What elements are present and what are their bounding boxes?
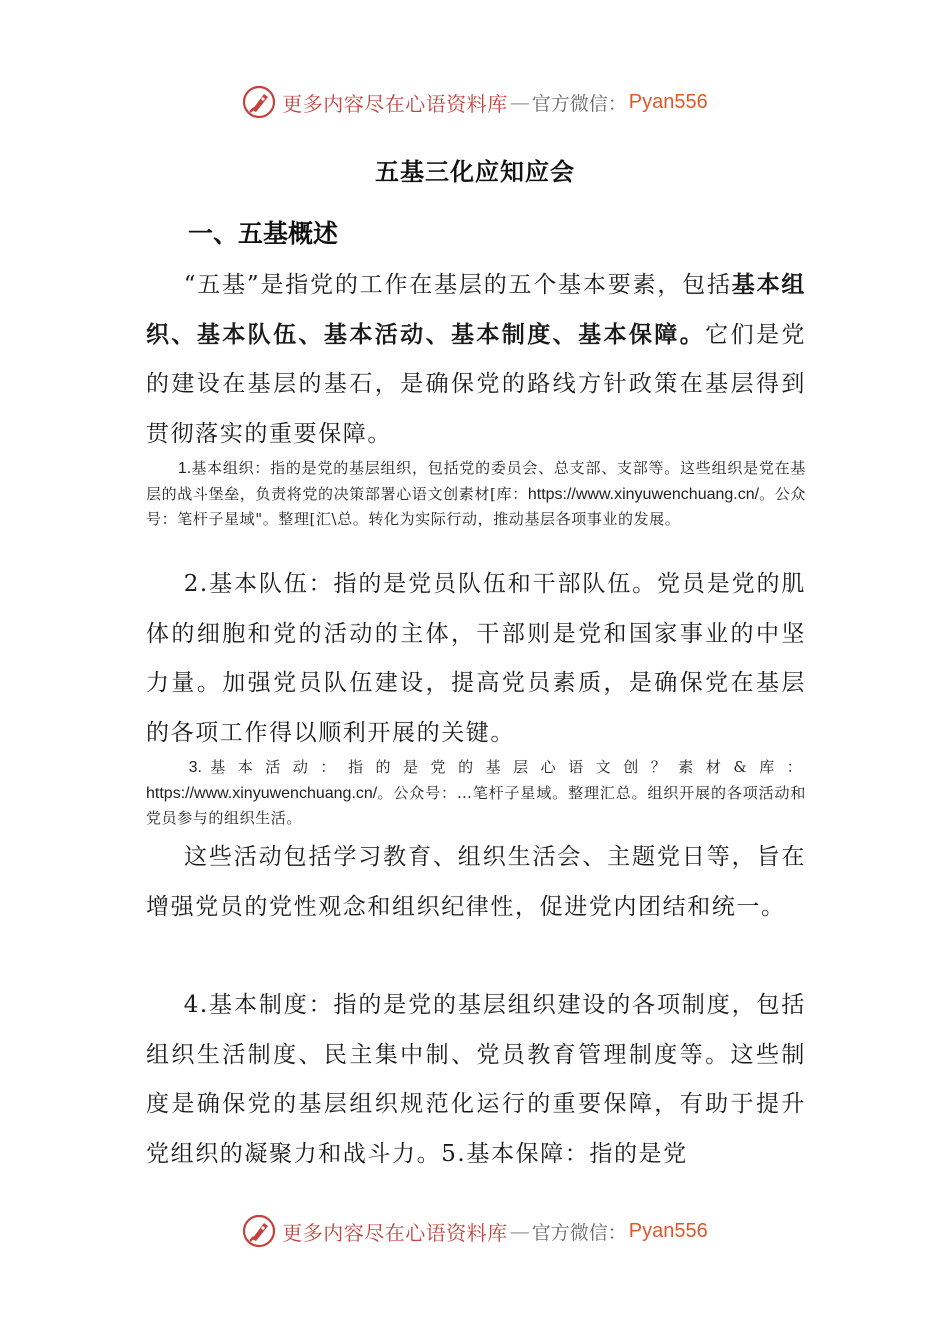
item-3-text-end: 。公众号：…笔杆子星域。整理汇总。组织开展的各项活动和党员参与的组织生活。 xyxy=(146,783,806,828)
item-3-text: 基本活动：指的是党的基层心语文创？素材&库： xyxy=(201,758,806,776)
footer-watermark-banner xyxy=(0,1209,950,1253)
item-1-text-end: 。公众号：笔杆子星域"。整理[汇\总。转化为实际行动，推动基层各项事业的发展。 xyxy=(146,484,806,529)
section-heading: 一、五基概述 xyxy=(188,219,339,248)
item-3-url: https://www.xinyuwenchuang.cn/ xyxy=(146,784,378,802)
pen-nib-icon xyxy=(242,1214,276,1248)
item-4-text: 4.基本制度：指的是党的基层组织建设的各项制度，包括组织生活制度、民主集中制、党员教育管理制度等。这些制度是确保党的基层组织规范化运行的重要保障，有助于提升党组织的凝聚力和战斗力。5.基本保障：指的是党 xyxy=(146,992,806,1167)
item-2-text: 2.基本队伍：指的是党员队伍和干部队伍。党员是党的肌体的细胞和党的活动的主体，干部则是党和国家事业的中坚力量。加强党员队伍建设，提高党员素质，是确保党在基层的各项工作得以顺利开展的关键。 xyxy=(146,571,806,746)
item-1-url: https://www.xinyuwenchuang.cn/ xyxy=(527,485,760,503)
document-title: 五基三化应知应会 xyxy=(375,158,575,186)
item-1-text: 基本组织：指的是党的基层组织，包括党的委员会、总支部、支部等。这些组织是党在基层的战斗堡垒，负责将党的决策部署心语文创素材[库： xyxy=(146,459,806,503)
banner-main-text: 更多内容尽在心语资料库 xyxy=(282,91,508,116)
intro-text-start: “五基”是指党的工作在基层的五个基本要素，包括 xyxy=(183,272,732,298)
intro-text-end: 它们是党的建设在基层的基石，是确保党的路线方针政策在基层得到贯彻落实的重要保障。 xyxy=(146,321,807,447)
banner-wechat-id: Pyan556 xyxy=(628,90,708,113)
intro-bold-list: 基本组织、基本队伍、基本活动、基本制度、基本保障。 xyxy=(146,272,806,348)
header-watermark-banner xyxy=(0,80,950,124)
paragraph-basic-activities xyxy=(146,755,806,832)
banner-wechat-label: 官方微信： xyxy=(531,92,627,115)
paragraph-basic-team xyxy=(146,560,806,758)
paragraph-basic-organization xyxy=(146,456,806,533)
paragraph-activities-detail xyxy=(146,833,806,932)
pen-nib-icon xyxy=(242,85,276,119)
banner-separator: — xyxy=(509,90,530,114)
item-number-1: 1. xyxy=(177,460,192,477)
paragraph-intro xyxy=(146,261,806,459)
paragraph-basic-system xyxy=(146,981,806,1179)
banner-wechat-label: 官方微信： xyxy=(531,1221,627,1244)
item-number-3: 3. xyxy=(188,759,202,776)
banner-wechat-id: Pyan556 xyxy=(628,1219,708,1242)
activities-detail-text: 这些活动包括学习教育、组织生活会、主题党日等，旨在增强党员的党性观念和组织纪律性，促进党内团结和统一。 xyxy=(146,844,806,920)
banner-separator: — xyxy=(509,1219,530,1243)
banner-main-text: 更多内容尽在心语资料库 xyxy=(282,1220,508,1245)
